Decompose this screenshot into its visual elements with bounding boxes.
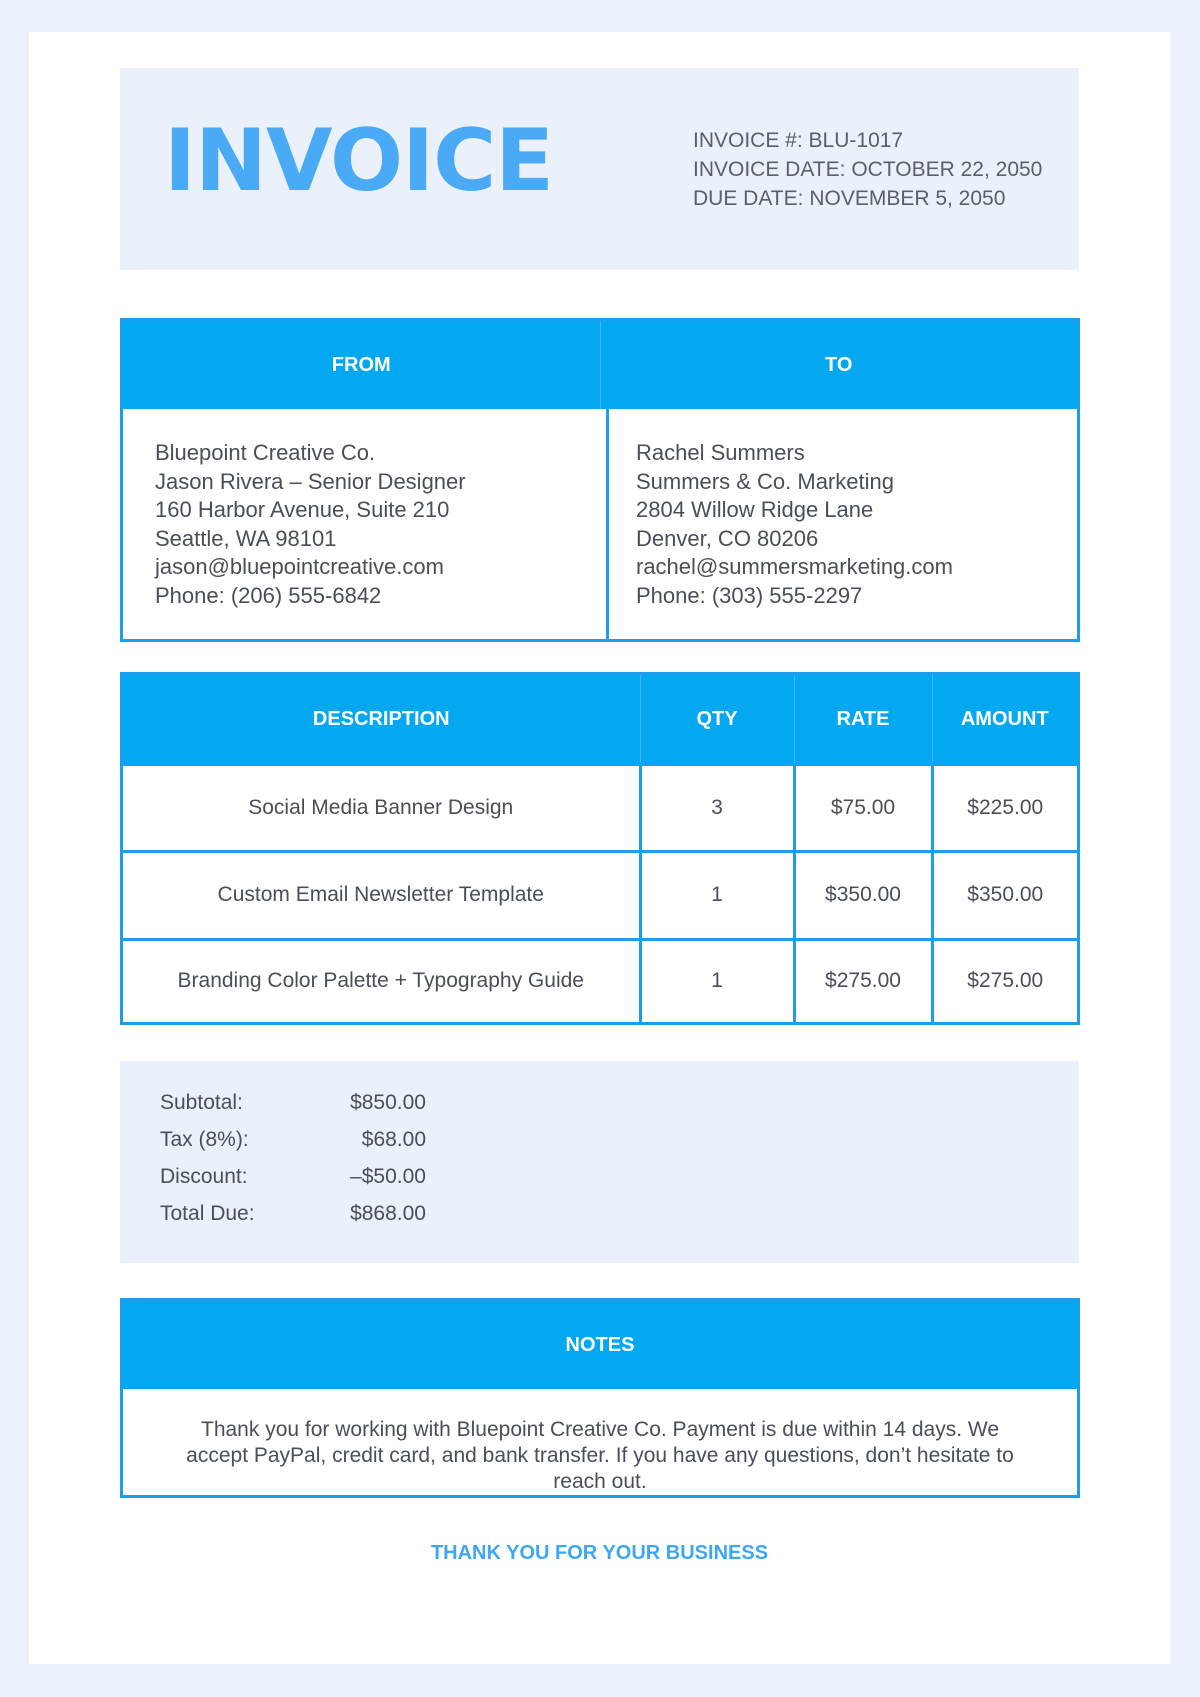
discount-row [160, 1165, 426, 1189]
to-email: rachel@summersmarketing.com [636, 554, 953, 579]
subtotal-label: Subtotal: [160, 1091, 243, 1114]
table-header-row [123, 675, 1077, 765]
to-city: Denver, CO 80206 [636, 525, 819, 551]
total-value: $868.00 [350, 1202, 426, 1225]
subtotal-value: $850.00 [350, 1091, 426, 1114]
item-amount: $275.00 [932, 939, 1077, 1022]
total-label: Total Due: [160, 1202, 255, 1225]
table-row [123, 765, 1077, 852]
notes-section [120, 1298, 1080, 1498]
col-amount: AMOUNT [932, 675, 1077, 765]
invoice-number-row [693, 126, 1042, 155]
item-qty: 1 [640, 939, 794, 1022]
item-rate: $275.00 [794, 939, 932, 1022]
table-row [123, 852, 1077, 939]
invoice-number-label: INVOICE #: [693, 129, 803, 152]
from-city: Seattle, WA 98101 [155, 525, 337, 551]
invoice-header [120, 68, 1079, 270]
item-amount: $350.00 [932, 852, 1077, 939]
invoice-page [29, 32, 1170, 1664]
item-amount: $225.00 [932, 765, 1077, 852]
col-description: DESCRIPTION [123, 675, 640, 765]
due-date: NOVEMBER 5, 2050 [809, 187, 1006, 210]
subtotal-row [160, 1091, 426, 1115]
item-description: Social Media Banner Design [123, 765, 640, 852]
tax-row [160, 1128, 426, 1152]
item-rate: $75.00 [794, 765, 932, 852]
to-company: Summers & Co. Marketing [636, 468, 894, 494]
notes-text: Thank you for working with Bluepoint Creative Co. Payment is due within 14 days. We accept PayPal, credit card, and bank transfer. If you have any questions, don’t hesitate to reach out. [186, 1418, 1014, 1493]
tax-label: Tax (8%): [160, 1128, 249, 1151]
from-company: Bluepoint Creative Co. [155, 440, 376, 465]
due-date-label: DUE DATE: [693, 187, 804, 210]
invoice-number: BLU-1017 [808, 129, 904, 152]
item-description: Branding Color Palette + Typography Guide [123, 939, 640, 1022]
to-phone: Phone: (303) 555-2297 [636, 582, 863, 608]
to-heading: TO [825, 353, 853, 376]
items-table [120, 672, 1080, 1025]
to-name: Rachel Summers [636, 440, 805, 465]
item-rate: $350.00 [794, 852, 932, 939]
from-address [155, 439, 466, 610]
invoice-date-label: INVOICE DATE: [693, 158, 846, 181]
notes-heading: NOTES [123, 1301, 1077, 1389]
item-description: Custom Email Newsletter Template [123, 852, 640, 939]
col-qty: QTY [640, 675, 794, 765]
address-header [123, 321, 1077, 409]
totals-panel [120, 1061, 1079, 1263]
page-title: INVOICE [164, 111, 553, 211]
invoice-date: OCTOBER 22, 2050 [851, 158, 1043, 181]
to-street: 2804 Willow Ridge Lane [636, 497, 874, 522]
from-street: 160 Harbor Avenue, Suite 210 [155, 497, 450, 522]
thank-you-footer: THANK YOU FOR YOUR BUSINESS [430, 1542, 769, 1564]
item-qty: 1 [640, 852, 794, 939]
table-row [123, 939, 1077, 1022]
from-heading: FROM [123, 321, 601, 409]
address-divider [606, 409, 609, 639]
address-section [120, 318, 1080, 642]
from-email: jason@bluepointcreative.com [155, 554, 444, 579]
to-address [636, 439, 953, 610]
from-phone: Phone: (206) 555-6842 [155, 582, 382, 608]
discount-value: –$50.00 [350, 1165, 426, 1188]
total-row [160, 1202, 426, 1226]
discount-label: Discount: [160, 1165, 248, 1188]
item-qty: 3 [640, 765, 794, 852]
from-contact: Jason Rivera – Senior Designer [155, 468, 466, 494]
due-date-row [693, 184, 1042, 213]
col-rate: RATE [794, 675, 932, 765]
tax-value: $68.00 [361, 1128, 426, 1151]
invoice-date-row [693, 155, 1042, 184]
invoice-meta [693, 126, 1042, 213]
